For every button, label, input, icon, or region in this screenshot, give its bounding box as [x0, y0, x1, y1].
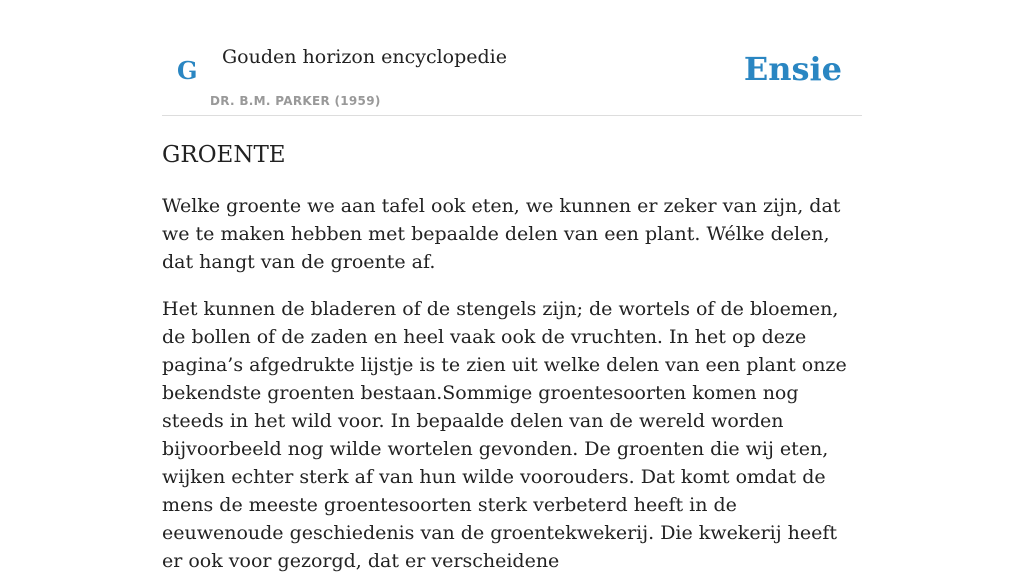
- header: [162, 0, 862, 116]
- book-logo[interactable]: G: [177, 56, 198, 85]
- ensie-logo[interactable]: Ensie: [743, 50, 842, 88]
- article-paragraph: Het kunnen de bladeren of de stengels zijn; de wortels of de bloemen, de bollen of de zaden en heel vaak ook de vruchten. In het op deze pagina’s afgedrukte lijstje is te zien uit welke delen van een plant onze bekendste groenten bestaan.Sommige groentesoorten komen nog steeds in het wild voor. In bepaalde delen van de wereld worden bijvoorbeeld nog wilde wortelen gevonden. De groenten die wij eten, wijken echter sterk af van hun wilde voorouders. Dat komt omdat de mens de meeste groentesoorten sterk verbeterd heeft in de eeuwenoude geschiedenis van de groentekwekerij. Die kwekerij heeft er ook voor gezorgd, dat er verscheidene: [162, 298, 847, 572]
- book-author: DR. B.M. PARKER (1959): [210, 94, 381, 108]
- article-page: [162, 0, 862, 575]
- article-title: GROENTE: [162, 142, 286, 168]
- book-title[interactable]: Gouden horizon encyclopedie: [222, 46, 507, 68]
- article-paragraph: Welke groente we aan tafel ook eten, we kunnen er zeker van zijn, dat we te maken hebben met bepaalde delen van een plant. Wélke delen, dat hangt van de groente af.: [162, 195, 841, 273]
